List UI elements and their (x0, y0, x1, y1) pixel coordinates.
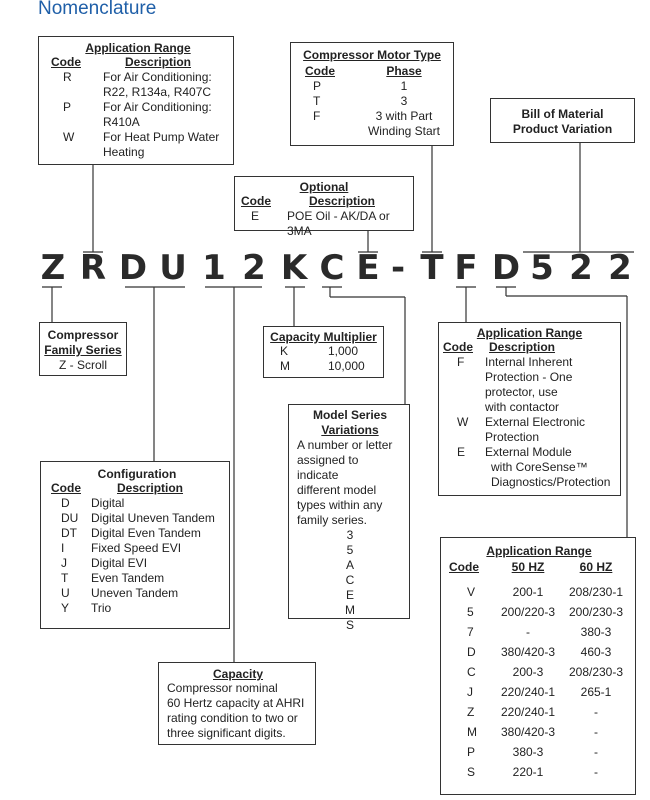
code-char: C (319, 248, 345, 288)
code-header: Code (51, 55, 81, 69)
code-char: E (356, 248, 380, 288)
description-header: Description (309, 194, 376, 208)
phase-header: Phase (386, 64, 422, 78)
table-row: F Internal Inherent Protection - One protector, use with contactor (457, 355, 573, 414)
box-title: Configuration (97, 467, 177, 481)
code-char: U (159, 248, 187, 288)
page-title: Nomenclature (38, 0, 157, 19)
code-char: T (420, 248, 444, 288)
table-row: 5 200/220-3 200/230-3 (467, 605, 624, 619)
code-header: Code (51, 481, 81, 495)
table-row: Y Trio (61, 601, 112, 615)
table-row: 7 - 380-3 (467, 625, 612, 639)
code-header: Code (241, 194, 271, 208)
table-row: T 3 (313, 94, 408, 108)
box-title: Application Range (85, 41, 191, 55)
table-row: Z 220/240-1 - (467, 705, 598, 719)
list-item: C (345, 573, 355, 587)
list-item: 5 (346, 543, 354, 557)
code-char: 2 (569, 248, 593, 288)
application-range-box (38, 36, 234, 165)
table-row: I Fixed Speed EVI (61, 541, 182, 555)
code-char: 1 (202, 248, 226, 288)
hz60-header: 60 HZ (579, 560, 613, 574)
table-row: W External Electronic Protection (457, 415, 586, 444)
table-row: V 200-1 208/230-1 (467, 585, 624, 599)
description-header: Description (125, 55, 192, 69)
table-row: E External Module with CoreSense™ Diagnostics/Protection (457, 445, 611, 489)
table-row: J 220/240-1 265-1 (467, 685, 612, 699)
code-char: R (79, 248, 107, 288)
table-row: DU Digital Uneven Tandem (61, 511, 215, 525)
code-char: D (118, 248, 148, 288)
code-char: K (280, 248, 308, 288)
capacity-box: Capacity Compressor nominal 60 Hertz capacity at AHRI rating condition to two or three significant digits. (158, 662, 316, 745)
list-item: M (345, 603, 355, 617)
code-header: Code (305, 64, 335, 78)
table-row: DT Digital Even Tandem (61, 526, 201, 540)
table-row: C 200-3 208/230-3 (467, 665, 624, 679)
table-row: J Digital EVI (61, 556, 148, 570)
table-row: R For Air Conditioning: R22, R134a, R407C (63, 70, 212, 99)
code-char: - (390, 248, 406, 288)
box-title: Optional (299, 180, 349, 194)
box-title: Application Range (486, 544, 592, 558)
configuration-box (40, 461, 230, 629)
code-header: Code (449, 560, 479, 574)
hz50-header: 50 HZ (511, 560, 545, 574)
code-char: 2 (242, 248, 266, 288)
code-char: 2 (608, 248, 632, 288)
description-header: Description (117, 481, 184, 495)
box-title: Capacity (212, 667, 264, 681)
table-row: E POE Oil - AK/DA or 3MA (251, 209, 390, 238)
voltage-box (440, 537, 636, 795)
model-series-box: Model Series Variations A number or letter assigned to indicate different model types within any family series. 3 5 A C E M S (288, 404, 410, 619)
table-row: U Uneven Tandem (61, 586, 179, 600)
box-title: Application Range (476, 326, 583, 340)
capacity-multiplier-box (263, 326, 384, 378)
box-title: Capacity Multiplier (270, 330, 377, 344)
bom-box: Bill of Material Product Variation (490, 98, 635, 143)
list-item: 3 (346, 528, 354, 542)
code-char: D (491, 248, 521, 288)
table-row: P 1 (313, 79, 408, 93)
table-row: S 220-1 - (467, 765, 598, 779)
protection-box (438, 322, 621, 496)
family-series-box: Compressor Family Series Z - Scroll (39, 322, 127, 376)
table-row: T Even Tandem (61, 571, 165, 585)
table-row: P 380-3 - (467, 745, 598, 759)
table-row: W For Heat Pump Water Heating (63, 130, 220, 159)
box-title: Compressor Motor Type (303, 48, 441, 62)
table-row: M 380/420-3 - (467, 725, 598, 739)
table-row: K 1,000 (280, 344, 359, 358)
optional-box (234, 176, 414, 238)
table-row: M 10,000 (280, 359, 365, 373)
list-item: A (345, 558, 354, 572)
table-row: D Digital (61, 496, 125, 510)
table-row: P For Air Conditioning: R410A (63, 100, 212, 129)
description-header: Description (489, 340, 556, 354)
code-char: F (454, 248, 478, 288)
code-char: Z (40, 248, 66, 288)
list-item: E (345, 588, 354, 602)
code-char: 5 (530, 248, 554, 288)
table-row: D 380/420-3 460-3 (467, 645, 612, 659)
code-header: Code (443, 340, 473, 354)
table-row: F 3 with Part Winding Start (313, 109, 441, 138)
list-item: S (345, 618, 354, 632)
motor-type-box (290, 42, 454, 146)
